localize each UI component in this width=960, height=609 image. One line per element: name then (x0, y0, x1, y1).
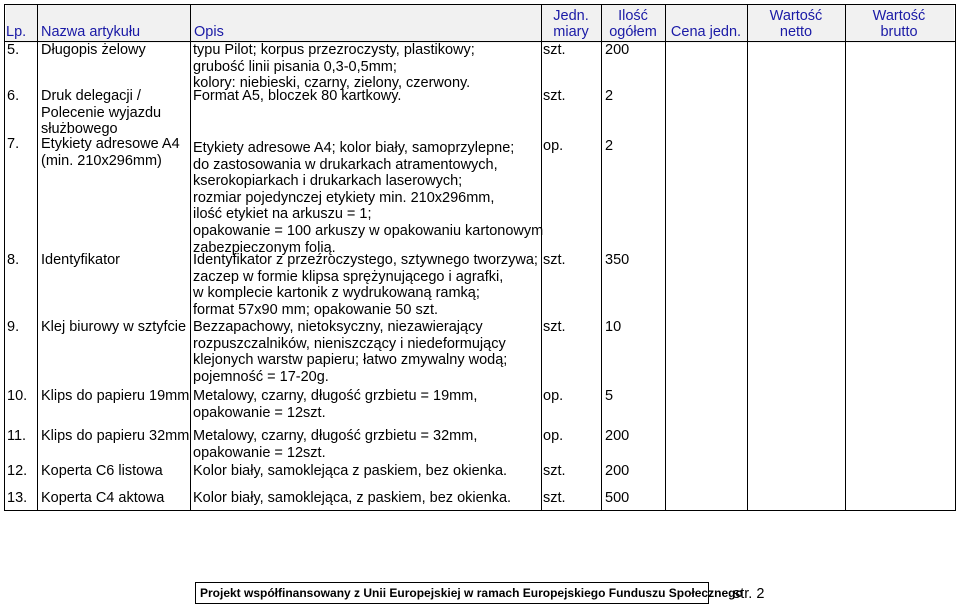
header-net-value-2: netto (779, 24, 813, 40)
item-name-line: Klips do papieru 32mm (41, 428, 190, 444)
header-lp: Lp. (6, 24, 27, 40)
quantity: 5 (605, 388, 614, 404)
row-number: 8. (7, 252, 20, 268)
header-divider (5, 41, 955, 42)
item-description-line: pojemność = 17-20g. (193, 368, 329, 385)
item-description-line: zaczep w formie klipsa sprężynującego i agrafki, (193, 268, 504, 285)
eu-funding-banner: Projekt współfinansowany z Unii Europejskiej w ramach Europejskiego Funduszu Społecznego (195, 582, 709, 604)
item-name-line: Koperta C4 aktowa (41, 490, 165, 506)
item-description-line: Identyfikator z przeźroczystego, sztywnego tworzywa; (193, 252, 538, 268)
item-description-line: rozpuszczalników, nieniszczący i niedeformujący (193, 335, 506, 352)
header-net-value: Wartość (769, 8, 823, 24)
item-description-line: opakowanie = 100 arkuszy w opakowaniu kartonowym (193, 223, 544, 239)
quantity: 500 (605, 490, 630, 506)
unit-of-measure: szt. (543, 88, 566, 104)
column-divider (601, 5, 602, 510)
item-description-line: klejonych warstw papieru; łatwo zmywalny wodą; (193, 352, 508, 369)
column-divider (190, 5, 191, 510)
unit-of-measure: szt. (543, 319, 566, 335)
item-name-line: (min. 210x296mm) (41, 152, 162, 169)
column-divider (541, 5, 542, 510)
quantity: 350 (605, 252, 630, 268)
column-divider (665, 5, 666, 510)
item-description-line: Bezzapachowy, nietoksyczny, niezawierający (193, 319, 483, 335)
row-number: 13. (7, 490, 28, 506)
unit-of-measure: szt. (543, 490, 566, 506)
item-description-line: w komplecie kartonik z wydrukowaną ramką; (193, 285, 480, 302)
row-number: 6. (7, 88, 20, 104)
row-number: 5. (7, 42, 20, 58)
item-description-line: Kolor biały, samoklejąca z paskiem, bez okienka. (193, 463, 508, 479)
row-number: 9. (7, 319, 20, 335)
item-description-line: Etykiety adresowe A4; kolor biały, samoprzylepne; (193, 140, 515, 156)
row-number: 11. (7, 428, 27, 444)
quantity: 2 (605, 88, 614, 104)
unit-of-measure: op. (543, 138, 564, 154)
item-description-line: typu Pilot; korpus przezroczysty, plastikowy; (193, 42, 475, 58)
item-description-line: Metalowy, czarny, długość grzbietu = 32mm, (193, 428, 478, 444)
quantity: 2 (605, 138, 614, 154)
column-divider (747, 5, 748, 510)
item-description-line: Format A5, bloczek 80 kartkowy. (193, 88, 402, 104)
item-description-line: ilość etykiet na arkuszu = 1; (193, 206, 372, 223)
item-description-line: do zastosowania w drukarkach atramentowych, (193, 156, 498, 173)
item-name-line: Klips do papieru 19mm (41, 388, 190, 404)
item-description-line: rozmiar pojedynczej etykiety min. 210x296mm, (193, 189, 495, 206)
row-number: 10. (7, 388, 28, 404)
unit-of-measure: op. (543, 428, 564, 444)
item-description-line: grubość linii pisania 0,3-0,5mm; (193, 58, 397, 75)
header-gross-value-2: brutto (880, 24, 918, 40)
item-name-line: Koperta C6 listowa (41, 463, 163, 479)
unit-of-measure: op. (543, 388, 564, 404)
header-unit: Jedn. (553, 8, 589, 24)
unit-of-measure: szt. (543, 252, 566, 268)
header-name: Nazwa artykułu (41, 24, 141, 40)
quantity: 200 (605, 42, 630, 58)
item-name-line: Etykiety adresowe A4 (41, 136, 180, 152)
item-name-line: Polecenie wyjazdu (41, 104, 162, 121)
item-name-line: Długopis żelowy (41, 42, 146, 58)
unit-of-measure: szt. (543, 42, 566, 58)
item-description-line: format 57x90 mm; opakowanie 50 szt. (193, 301, 439, 318)
header-desc: Opis (194, 24, 224, 40)
items-table (4, 4, 956, 511)
page-number: str. 2 (733, 586, 765, 602)
item-description-line: kserokopiarkach i drukarkach laserowych; (193, 173, 463, 190)
item-description-line: Kolor biały, samoklejąca, z paskiem, bez okienka. (193, 490, 512, 506)
header-gross-value: Wartość (872, 8, 926, 24)
quantity: 10 (605, 319, 622, 335)
row-number: 7. (7, 136, 20, 152)
item-name-line: Identyfikator (41, 252, 120, 268)
header-qty: Ilość (618, 8, 648, 24)
header-qty-2: ogółem (609, 24, 657, 40)
column-divider (37, 5, 38, 510)
header-unit-price: Cena jedn. (670, 24, 742, 40)
unit-of-measure: szt. (543, 463, 566, 479)
header-unit-2: miary (553, 24, 589, 40)
item-description-line: Metalowy, czarny, długość grzbietu = 19mm, (193, 388, 478, 404)
item-name-line: Druk delegacji / (41, 88, 141, 104)
item-description-line: opakowanie = 12szt. (193, 404, 326, 421)
quantity: 200 (605, 463, 630, 479)
quantity: 200 (605, 428, 630, 444)
item-description-line: kolory: niebieski, czarny, zielony, czerwony. (193, 75, 471, 92)
item-name-line: służbowego (41, 121, 118, 138)
item-description-line: zabezpieczonym folią. (193, 239, 336, 256)
row-number: 12. (7, 463, 28, 479)
column-divider (845, 5, 846, 510)
item-description-line: opakowanie = 12szt. (193, 444, 326, 461)
item-name-line: Klej biurowy w sztyfcie (41, 319, 187, 335)
